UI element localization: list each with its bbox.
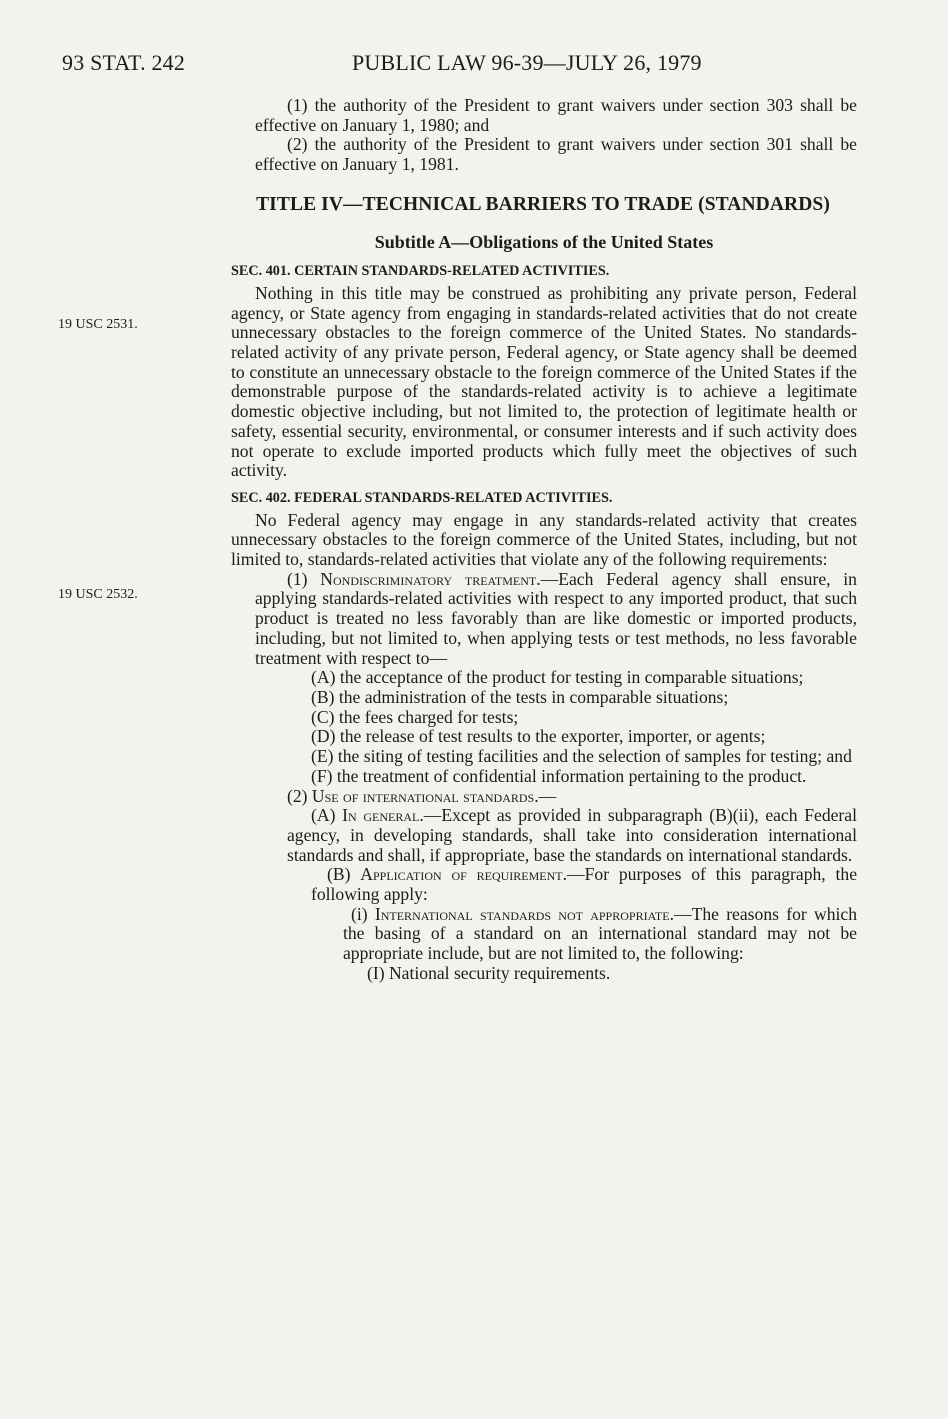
item-f: (F) the treatment of confidential information pertaining to the product.: [311, 765, 807, 786]
item-c: (C) the fees charged for tests;: [311, 706, 519, 727]
subparagraph-a-text: —Except as provided in subparagraph (B)(ii), each Federal agency, in developing standards, shall take into consideration international standards and shall, if appropriate, base the standards on international standards.: [287, 805, 857, 865]
section-401-text: Nothing in this title may be construed as prohibiting any private person, Federal agency, or State agency from engaging in standards-related activities that do not create unnecessary obstacles to the foreign commerce of the United States. No standards-related activity of any private person, Federal agency, or State agency shall be deemed to constitute an unnecessary obstacle to the foreign commerce of the United States if the demonstrable purpose of the standards-related activity is to achieve a legitimate domestic objective including, but not limited to, the protection of legitimate health or safety, essential security, environmental, or consumer interests and if such activity does not operate to exclude imported products which fully meet the objectives of such activity.: [231, 282, 857, 481]
subclause-I: (I) National security requirements.: [367, 962, 611, 983]
subparagraph-a: [231, 806, 857, 865]
paragraph-2-heading: Use of international standards.: [311, 785, 539, 806]
paragraph-2-dash: —: [538, 785, 557, 806]
item-d: (D) the release of test results to the exporter, importer, or agents;: [311, 726, 766, 747]
subparagraph-b-num: (B): [327, 864, 361, 885]
subparagraph-a-heading: In general.: [342, 805, 424, 826]
item-a: (A) the acceptance of the product for testing in comparable situations;: [311, 667, 804, 688]
margin-note-sec401: 19 USC 2531.: [58, 317, 138, 332]
item-e: (E) the siting of testing facilities and the selection of samples for testing; and: [311, 746, 852, 767]
section-402-text: No Federal agency may engage in any standards-related activity that creates unnecessary obstacles to the foreign commerce of the United States, including, but not limited to, standards-related activities that violate any of the following requirements:: [231, 509, 857, 570]
section-401-heading: SEC. 401. CERTAIN STANDARDS-RELATED ACTIVITIES.: [231, 263, 610, 280]
clause-i: [231, 905, 857, 964]
body-text: [231, 96, 857, 984]
clause-i-num: (i): [351, 903, 375, 924]
title-heading: TITLE IV—TECHNICAL BARRIERS TO TRADE (STANDARDS): [256, 193, 830, 215]
paragraph-1-num: (1): [287, 568, 321, 589]
section-402-heading: SEC. 402. FEDERAL STANDARDS-RELATED ACTIVITIES.: [231, 489, 613, 506]
subtitle-heading: Subtitle A—Obligations of the United States: [374, 231, 714, 252]
clause-i-text: —The reasons for which the basing of a standard on an international standard may not be appropriate include, but are not limited to, the following:: [343, 903, 857, 964]
subparagraph-b-text: —For purposes of this paragraph, the following apply:: [311, 864, 857, 905]
paragraph-1: [231, 570, 857, 669]
paragraph-1-text: —Each Federal agency shall ensure, in applying standards-related activities with respect to any imported product, that such product is treated no less favorably than are like domestic or imported products, including, but not limited to, when applying tests or test methods, no less favorable treatment with respect to—: [255, 568, 857, 668]
margin-note-sec402: 19 USC 2532.: [58, 587, 138, 602]
clause-i-heading: International standards not appropriate.: [374, 903, 674, 924]
subparagraph-b: [231, 865, 857, 904]
item-b: (B) the administration of the tests in comparable situations;: [311, 686, 729, 707]
intro-item-2: (2) the authority of the President to grant waivers under section 301 shall be effective on January 1, 1981.: [255, 134, 857, 175]
paragraph-2-num: (2): [287, 785, 312, 806]
subparagraph-b-heading: Application of requirement.: [360, 864, 568, 885]
page-number: 93 STAT. 242: [62, 50, 186, 75]
subparagraph-a-num: (A): [311, 805, 343, 826]
intro-item-1: (1) the authority of the President to grant waivers under section 303 shall be effective on January 1, 1980; and: [255, 95, 857, 135]
paragraph-1-heading: Nondiscriminatory treatment.: [320, 568, 541, 589]
running-head: PUBLIC LAW 96-39—JULY 26, 1979: [352, 50, 702, 75]
paragraph-2: [231, 787, 857, 807]
